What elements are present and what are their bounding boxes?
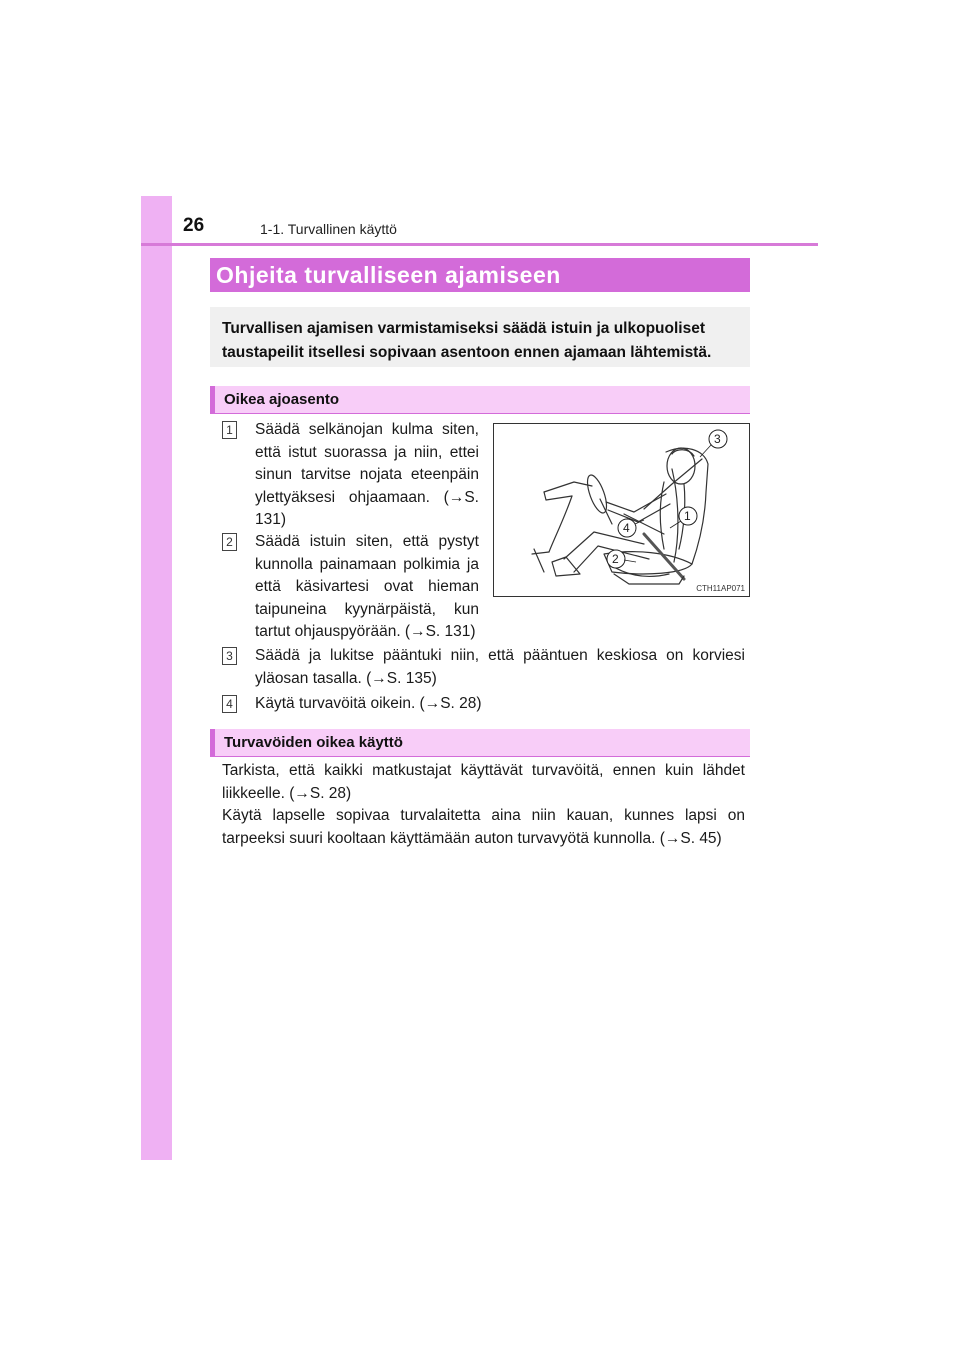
list-item-1 bbox=[222, 419, 479, 532]
intro-box: Turvallisen ajamisen varmistamiseksi säädä istuin ja ulkopuoliset taustapeilit itsellesi sopivaan asentoon ennen ajamaan lähtemistä. bbox=[210, 307, 750, 367]
list-item-2 bbox=[222, 531, 479, 644]
callout-2: 2 bbox=[612, 552, 619, 566]
item-number-3: 3 bbox=[222, 647, 237, 665]
paragraph-seatbelt-check: Tarkista, että kaikki matkustajat käyttävät turvavöitä, ennen kuin lähdet liikkeelle. (→S. 28) bbox=[222, 762, 745, 802]
item-text-3: Säädä ja lukitse pääntuki niin, että pääntuen keskiosa on korviesi yläosan tasalla. (→S. 135) bbox=[255, 647, 745, 687]
driver-seat-drawing bbox=[494, 424, 749, 596]
item-text-1: Säädä selkänojan kulma siten, että istut suorassa ja niin, ettei sinun tarvitse nojata eteenpäin ylettyäksesi ohjaamaan. (→S. 131) bbox=[255, 421, 479, 528]
section-title: 1-1. Turvallinen käyttö bbox=[260, 221, 397, 237]
item-number-2: 2 bbox=[222, 533, 237, 551]
page-number: 26 bbox=[183, 215, 205, 236]
callout-1: 1 bbox=[684, 509, 691, 523]
main-heading: Ohjeita turvalliseen ajamiseen bbox=[210, 258, 750, 292]
driving-position-illustration bbox=[493, 423, 750, 597]
list-item-3 bbox=[222, 645, 745, 690]
item-text-2: Säädä istuin siten, että pystyt kunnolla painamaan polkimia ja että käsivartesi ovat hieman taipuneina kyynärpäistä, kun tartut ohjauspyörään. (→S. 131) bbox=[255, 533, 479, 640]
callout-4: 4 bbox=[623, 521, 630, 535]
subheading-driving-position: Oikea ajoasento bbox=[210, 386, 750, 414]
figure-code: CTH11AP071 bbox=[696, 584, 745, 593]
item-number-1: 1 bbox=[222, 421, 237, 439]
thumb-index-bar bbox=[141, 196, 172, 1160]
paragraph-child-restraint: Käytä lapselle sopivaa turvalaitetta aina niin kauan, kunnes lapsi on tarpeeksi suuri kooltaan käyttämään auton turvavyötä kunnolla. (→S. 45) bbox=[222, 807, 745, 847]
item-text-4: Käytä turvavöitä oikein. (→S. 28) bbox=[255, 695, 482, 712]
subheading-seatbelt-use: Turvavöiden oikea käyttö bbox=[210, 729, 750, 757]
item-number-4: 4 bbox=[222, 695, 237, 713]
callout-3: 3 bbox=[714, 432, 721, 446]
list-item-4 bbox=[222, 693, 745, 716]
header-rule bbox=[141, 243, 818, 246]
